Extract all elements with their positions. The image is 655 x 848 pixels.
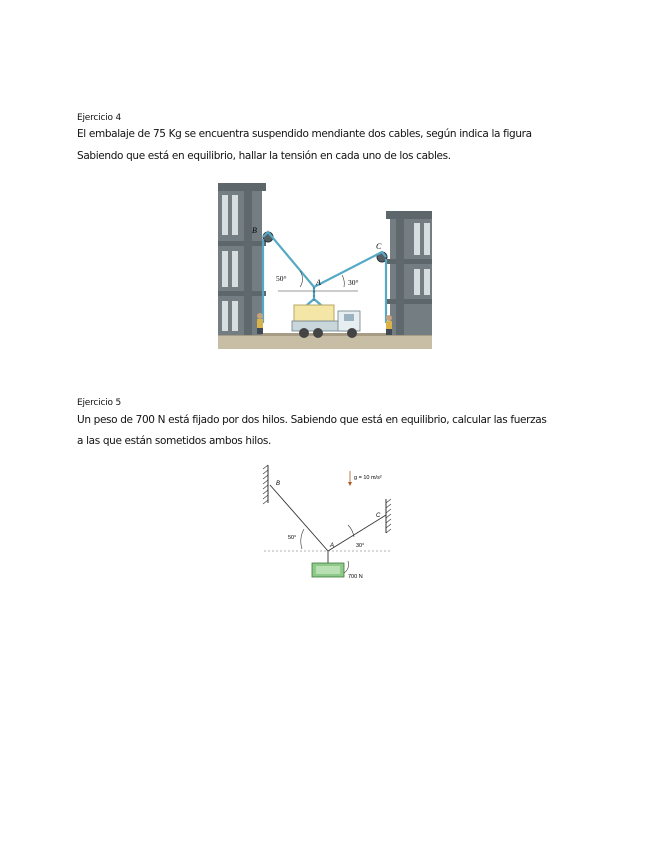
- worker-right: [386, 315, 392, 335]
- label-angle-left: 50°: [276, 274, 287, 283]
- label-point-b: B: [252, 226, 257, 235]
- label-point-a: A: [316, 278, 321, 287]
- label-point-c: C: [376, 242, 382, 251]
- exercise-4-heading: Ejercicio 4: [77, 113, 122, 123]
- label-angle-left: 50°: [288, 535, 297, 541]
- exercise-4-statement-line-2: Sabiendo que está en equilibrio, hallar la tensión en cada uno de los cables.: [77, 150, 451, 162]
- ground: [218, 335, 432, 349]
- exercise-4-statement-line-1: El embalaje de 75 Kg se encuentra suspendido mendiante dos cables, según indica la figura: [77, 128, 532, 140]
- left-building: [218, 183, 266, 335]
- label-angle-right: 30°: [348, 278, 359, 287]
- exercise-5-figure: [262, 463, 398, 583]
- label-gravity: g = 10 m/s²: [354, 475, 382, 481]
- left-wall: [263, 465, 268, 504]
- right-wall: [386, 499, 391, 533]
- exercise-5-statement-line-1: Un peso de 700 N está fijado por dos hilos. Sabiendo que está en equilibrio, calcular las fuerzas: [77, 414, 547, 426]
- label-point-a: A: [330, 543, 335, 549]
- right-building: [386, 211, 432, 335]
- label-weight: 700 N: [348, 574, 363, 580]
- label-point-c: C: [376, 513, 381, 519]
- exercise-5-heading: Ejercicio 5: [77, 398, 122, 408]
- label-point-b: B: [276, 481, 281, 487]
- label-angle-right: 30°: [356, 543, 365, 549]
- exercise-5-statement-line-2: a las que están sometidos ambos hilos.: [77, 435, 272, 447]
- crate: [294, 305, 334, 323]
- exercise-4-figure: [218, 183, 432, 349]
- worker-left: [257, 313, 263, 334]
